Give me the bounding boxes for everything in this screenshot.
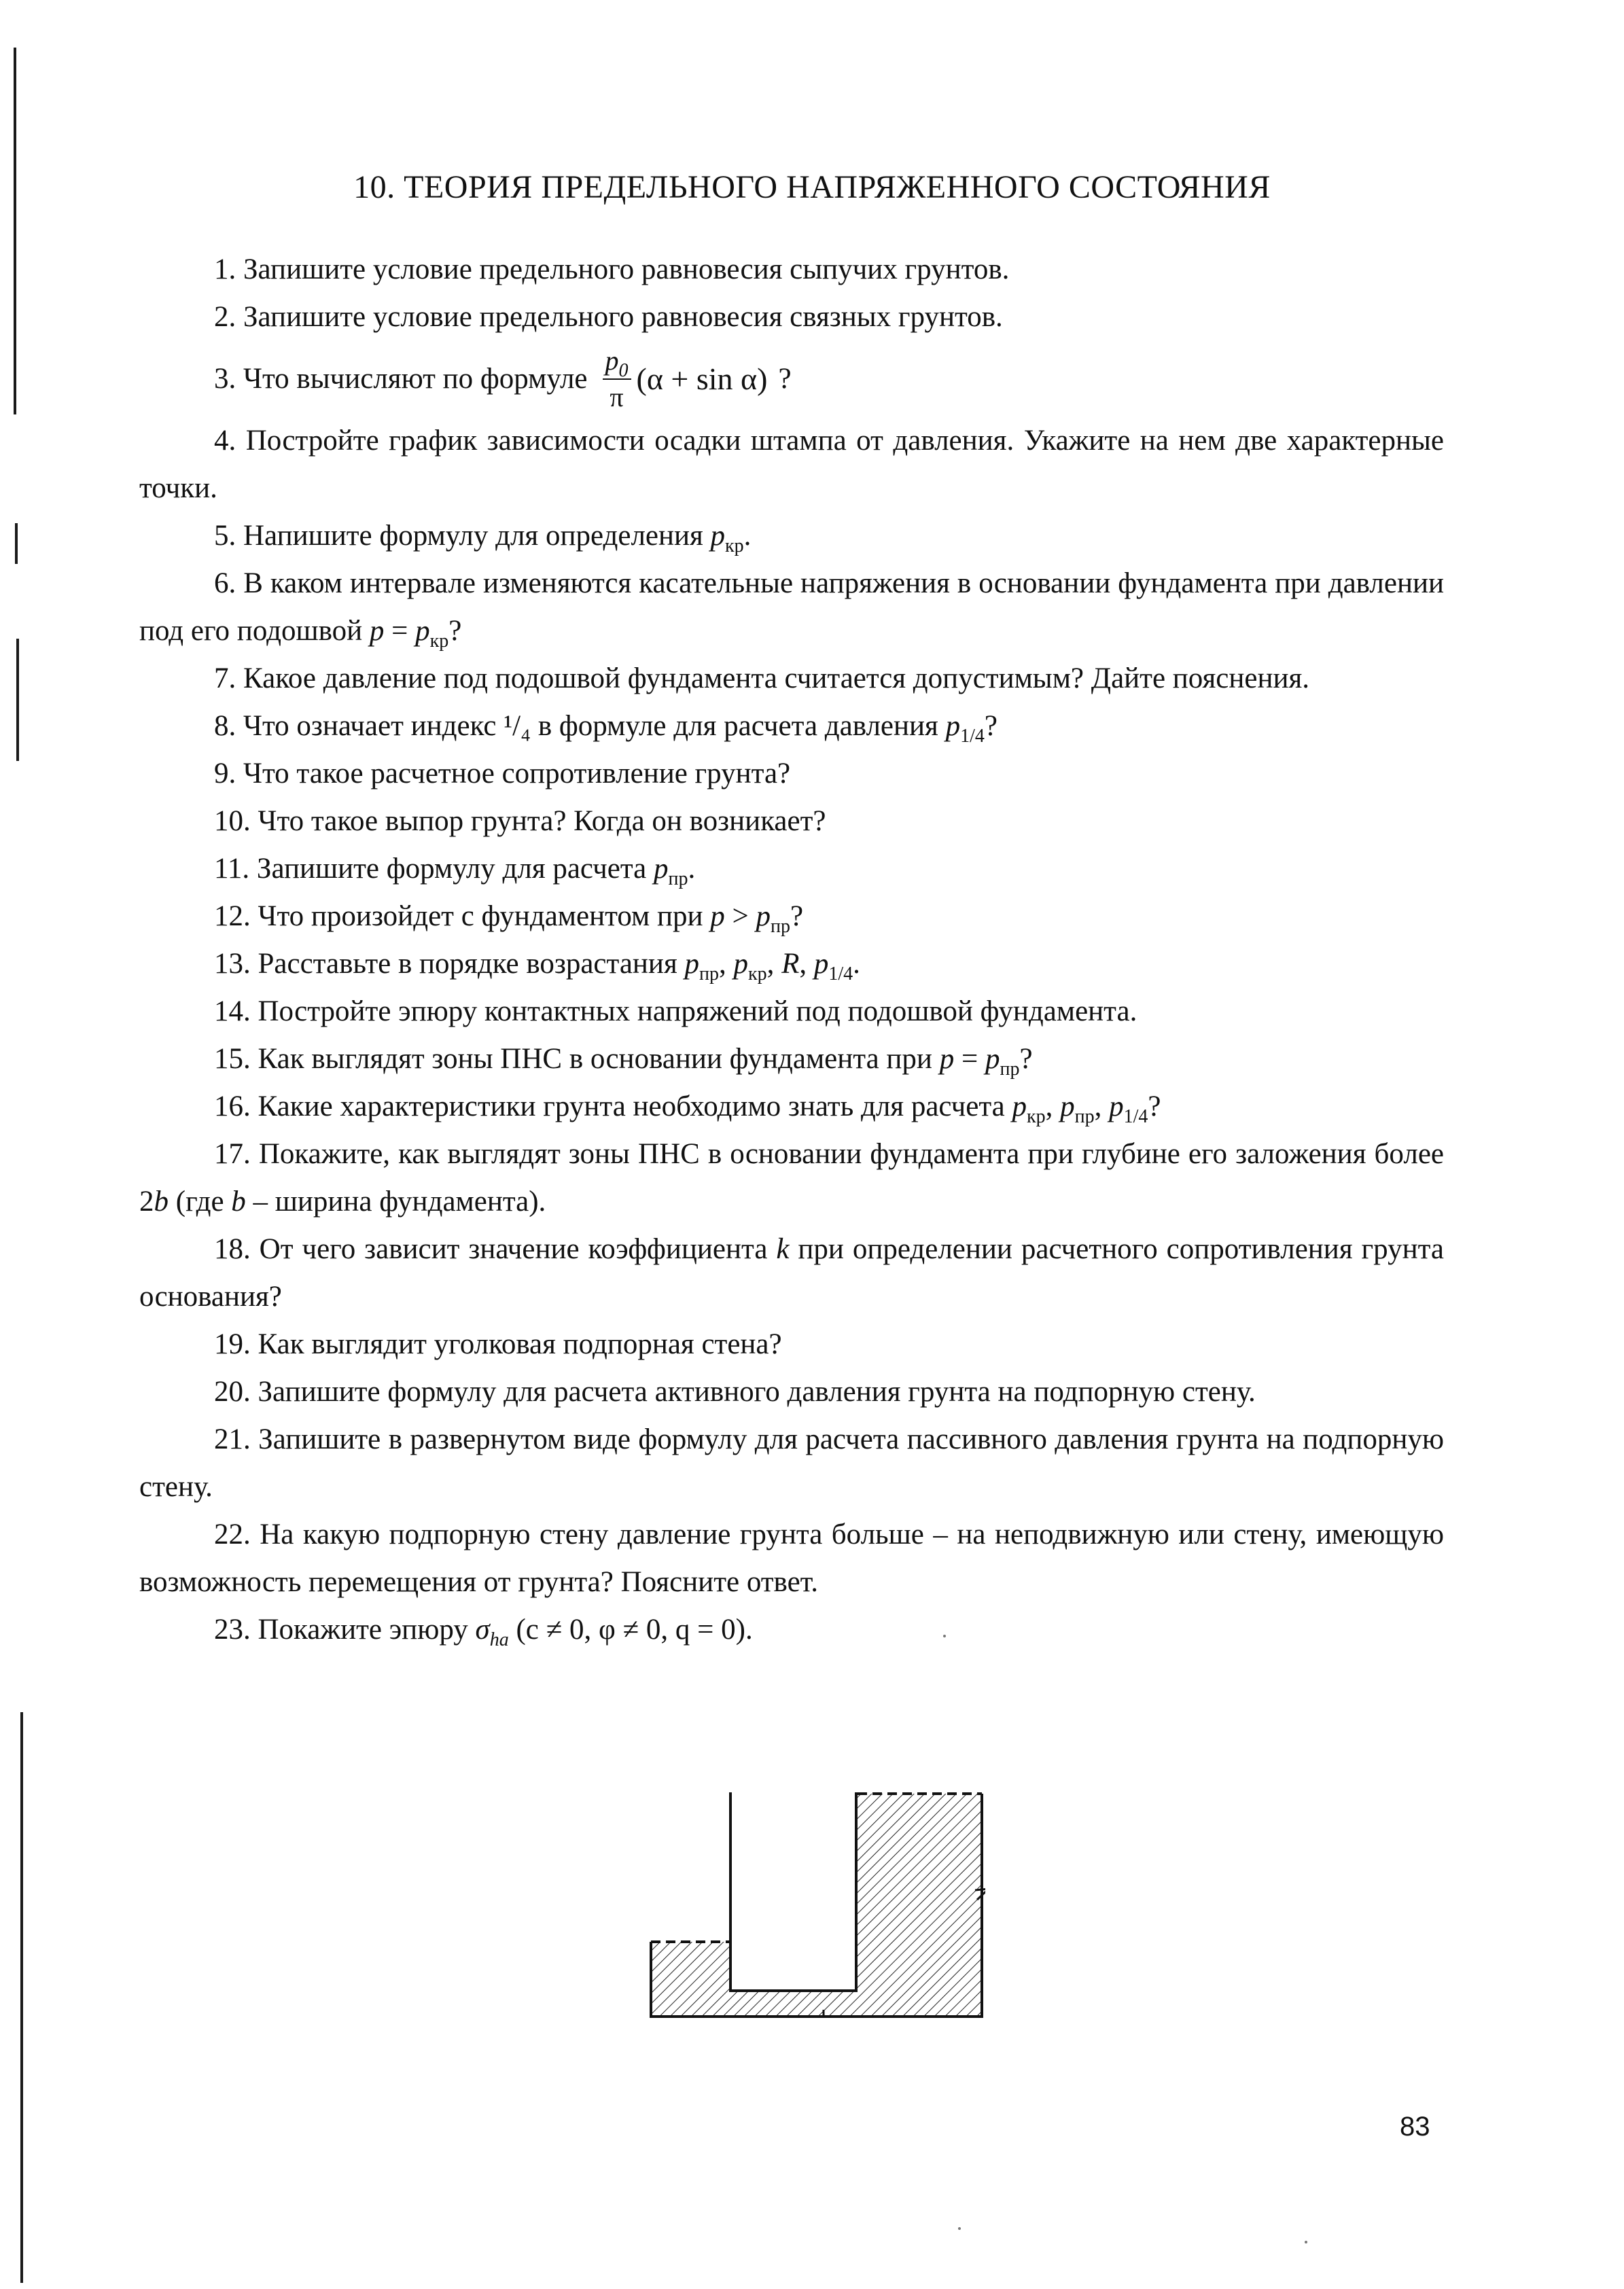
question-20: 20. Запишите формулу для расчета активного давления грунта на подпорную стену. <box>214 1376 1256 1408</box>
question-19: 19. Как выглядит уголковая подпорная стена? <box>214 1328 782 1360</box>
left-margin-mark <box>16 639 19 761</box>
question-15: 15. Как выглядят зоны ПНС в основании фундамента при $p = p_{пр}$? <box>214 1043 1033 1080</box>
question-7: 7. Какое давление под подошвой фундамента считается допустимым? Дайте пояснения. <box>214 662 1309 694</box>
speck <box>958 2227 961 2230</box>
formula-fraction <box>603 347 631 411</box>
question-4: 4. Постройте график зависимости осадки штампа от давления. Укажите на нем две характерные точки. <box>139 425 1444 504</box>
fraction-numerator-sub: 0 <box>618 360 629 381</box>
fraction-denominator: π <box>610 382 624 412</box>
wall-outline <box>730 1792 856 1991</box>
chapter-heading: 10. ТЕОРИЯ ПРЕДЕЛЬНОГО НАПРЯЖЕННОГО СОСТОЯНИЯ <box>353 169 1271 205</box>
fraction-numerator: p <box>605 345 619 376</box>
question-6: 6. В каком интервале изменяются касательные напряжения в основании фундамента при давлении под его подошвой $p = p_{кр}$? <box>139 567 1444 652</box>
question-16: 16. Какие характеристики грунта необходимо знать для расчета $p_{кр}$, $p_{пр}$, $p_{1/4}$? <box>214 1090 1161 1127</box>
retaining-wall-figure <box>646 1787 985 2018</box>
question-1: 1. Запишите условие предельного равновесия сыпучих грунтов. <box>214 253 1010 285</box>
question-8: 8. Что означает индекс ¹/₄ в формуле для расчета давления $p_{1/4}$? <box>214 710 998 747</box>
question-3 <box>139 341 1444 417</box>
question-23: 23. Покажите эпюру $\sigma_{ha}$ (c ≠ 0, φ ≠ 0, q = 0). <box>214 1614 753 1650</box>
question-3-text: 3. Что вычисляют по формуле <box>214 363 588 395</box>
left-margin-mark <box>15 523 18 564</box>
question-9: 9. Что такое расчетное сопротивление грунта? <box>214 758 791 789</box>
formula-expression: (α + sin α) <box>636 361 768 396</box>
question-11: 11. Запишите формулу для расчета $p_{пр}$. <box>214 853 696 889</box>
question-13: 13. Расставьте в порядке возрастания $p_{пр}$, $p_{кр}$, R, $p_{1/4}$. <box>214 948 860 984</box>
question-10: 10. Что такое выпор грунта? Когда он возникает? <box>214 805 826 837</box>
question-3-end: ? <box>778 363 792 395</box>
question-22: 22. На какую подпорную стену давление грунта больше – на неподвижную или стену, имеющую возможность перемещения от грунта? Поясните ответ. <box>139 1519 1444 1598</box>
question-list <box>139 246 1444 1654</box>
page-number: 83 <box>1400 2112 1430 2142</box>
left-margin-mark <box>20 1712 23 2283</box>
question-21: 21. Запишите в развернутом виде формулу для расчета пассивного давления грунта на подпорную стену. <box>139 1423 1444 1503</box>
left-margin-mark <box>14 48 16 414</box>
speck <box>943 1635 946 1637</box>
question-18: 18. От чего зависит значение коэффициента k при определении расчетного сопротивления грунта основания? <box>139 1233 1445 1313</box>
speck <box>1305 2241 1307 2243</box>
question-12: 12. Что произойдет с фундаментом при $p > p_{пр}$? <box>214 900 804 937</box>
question-2: 2. Запишите условие предельного равновесия связных грунтов. <box>214 301 1003 333</box>
question-5: 5. Напишите формулу для определения $p_{кр}$. <box>214 520 752 556</box>
question-14: 14. Постройте эпюру контактных напряжений под подошвой фундамента. <box>214 995 1137 1027</box>
question-17: 17. Покажите, как выглядят зоны ПНС в основании фундамента при глубине его заложения более 2b (где b – ширина фундамента). <box>139 1138 1444 1218</box>
